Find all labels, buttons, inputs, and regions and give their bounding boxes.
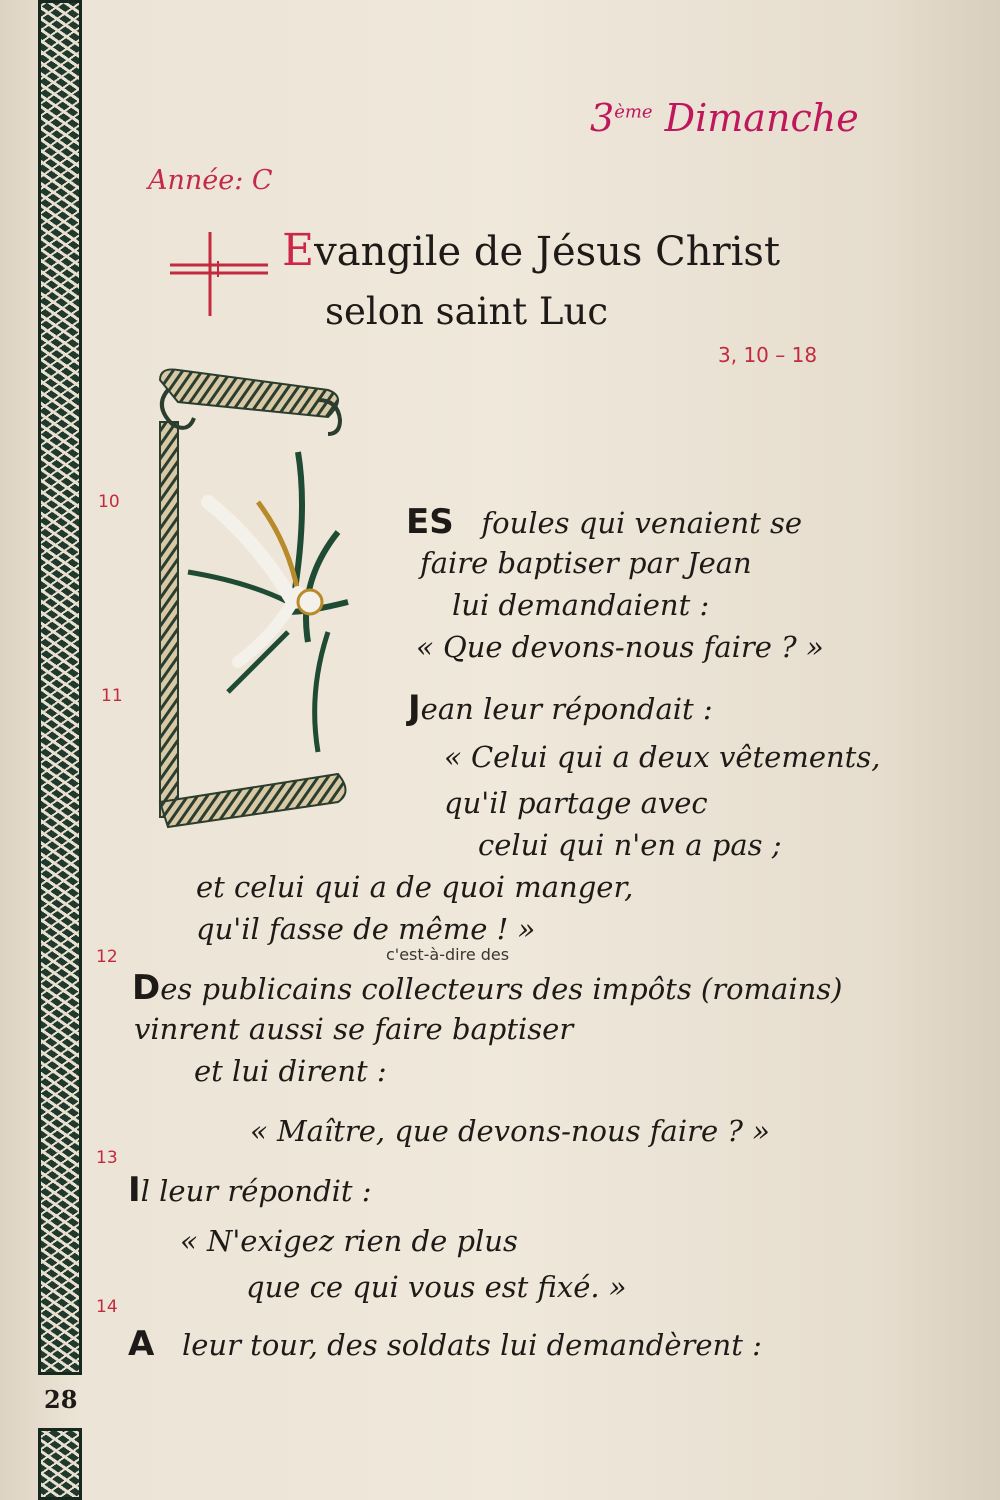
verse-line: « Que devons-nous faire ? » [416,630,824,664]
verse-line [406,502,802,542]
sunday-word: Dimanche [664,96,859,140]
drop-cap: I [128,1170,141,1210]
drop-cap: D [132,968,161,1008]
verse-line: « Celui qui a deux vêtements, [444,740,881,774]
verse-number: 13 [96,1148,118,1168]
title-rest: vangile de Jésus Christ [314,229,781,275]
verse-number: 12 [96,947,118,967]
drop-cap: A [128,1324,155,1364]
verse-line: « Maître, que devons-nous faire ? » [250,1114,770,1148]
line-text: es publicains collecteurs des impôts (romains) [160,972,843,1006]
verse-number: 14 [96,1297,118,1317]
scripture-reference: 3, 10 – 18 [718,343,818,367]
line-text: ean leur répondait : [420,692,713,726]
margin-note: c'est-à-dire des [386,945,510,964]
verse-line [132,968,843,1008]
sunday-suffix: ème [614,101,653,123]
decorative-border-bottom [38,1428,82,1500]
verse-number: 10 [98,492,120,512]
verse-line: celui qui n'en a pas ; [478,828,782,862]
drop-cap: J [408,688,421,728]
verse-line: lui demandaient : [452,588,710,622]
verse-line: que ce qui vous est fixé. » [246,1270,627,1304]
line-text: l leur répondit : [140,1174,372,1208]
illuminated-initial-dove [148,362,353,837]
verse-line [408,688,713,728]
drop-cap: ES [406,502,454,542]
verse-line: vinrent aussi se faire baptiser [134,1012,574,1046]
line-text: foules qui venaient se [481,506,803,540]
gospel-title-line1 [282,225,780,276]
sunday-heading [590,96,859,140]
title-initial: E [282,225,315,276]
verse-line: et lui dirent : [194,1054,387,1088]
verse-line [128,1170,372,1210]
verse-number: 11 [101,686,123,706]
verse-line [128,1324,762,1364]
verse-line: qu'il partage avec [444,786,708,820]
decorative-border [38,0,82,1375]
liturgical-year: Année: C [148,165,273,196]
gospel-title-line2: selon saint Luc [325,290,609,333]
page-number: 28 [44,1385,78,1414]
verse-line: faire baptiser par Jean [420,546,752,580]
sunday-number: 3 [590,96,615,140]
verse-line: qu'il fasse de même ! » [196,912,536,946]
verse-line: « N'exigez rien de plus [180,1224,518,1258]
verse-line: et celui qui a de quoi manger, [196,870,634,904]
line-text: leur tour, des soldats lui demandèrent : [181,1328,762,1362]
cross-icon [170,232,270,318]
